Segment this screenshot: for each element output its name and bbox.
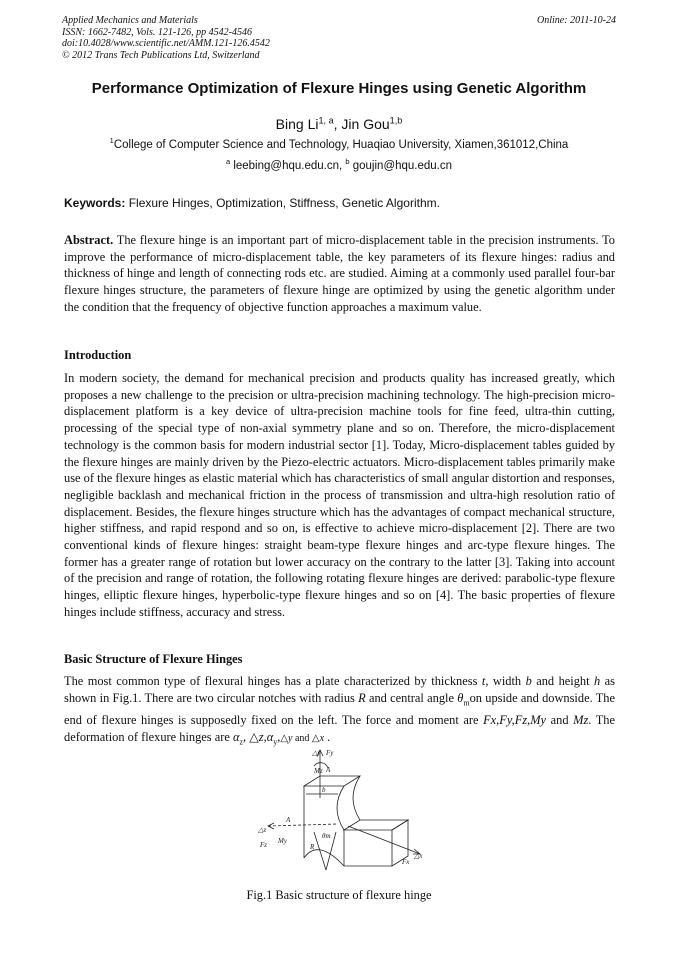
affiliation bbox=[40, 136, 638, 151]
basic-structure-text bbox=[64, 673, 615, 751]
introduction-heading: Introduction bbox=[64, 348, 132, 362]
text-run: and bbox=[546, 712, 574, 727]
online-date: Online: 2011-10-24 bbox=[537, 15, 616, 26]
text-run: as shown in Fig.1. There are two circular notches with radius bbox=[64, 674, 615, 705]
author-2-sup: 1,b bbox=[389, 115, 403, 126]
affiliation-text: College of Computer Science and Technology, Huaqiao University, Xiamen,361012,China bbox=[113, 139, 569, 151]
email-a-sup: a bbox=[225, 157, 231, 167]
var-alpha-z: α bbox=[232, 729, 240, 744]
author-2: Jin Gou bbox=[341, 116, 390, 132]
paper-title: Performance Optimization of Flexure Hinges using Genetic Algorithm bbox=[91, 80, 587, 97]
author-1: Bing Li bbox=[275, 116, 319, 132]
fig-label-dx: △x bbox=[414, 852, 423, 860]
text-run: , bbox=[277, 729, 281, 744]
text-run: and height bbox=[531, 674, 595, 688]
fig-label-b: b bbox=[322, 786, 326, 794]
journal-name: Applied Mechanics and Materials bbox=[62, 15, 198, 26]
email-b[interactable]: goujin@hqu.edu.cn bbox=[352, 160, 453, 172]
fig-label-dy: △y bbox=[312, 749, 321, 757]
fig-label-a-top: A bbox=[326, 766, 331, 774]
journal-header bbox=[62, 15, 270, 61]
var-theta-sub: m bbox=[463, 698, 470, 708]
author-separator: , bbox=[333, 116, 342, 132]
text-run: . The deformation of flexure hinges are bbox=[64, 712, 615, 744]
copyright-line: © 2012 Trans Tech Publications Ltd, Switzerland bbox=[62, 49, 260, 61]
text-run: and central angle bbox=[365, 690, 458, 705]
block-top-face bbox=[304, 776, 360, 786]
doi-line: doi:10.4028/www.scientific.net/AMM.121-126.4542 bbox=[62, 38, 270, 49]
var-dz: △z bbox=[249, 729, 264, 744]
var-alpha-y-sub: y bbox=[273, 737, 278, 747]
var-dx: △x bbox=[311, 732, 325, 744]
fig-label-fz: Fz bbox=[260, 841, 267, 849]
var-theta: θ bbox=[457, 690, 464, 705]
fig-label-theta: θm bbox=[322, 832, 331, 840]
issn-line: ISSN: 1662-7482, Vols. 121-126, pp 4542-4546 bbox=[62, 26, 252, 38]
fig-label-a-mid: A bbox=[286, 816, 291, 824]
text-run: , bbox=[263, 729, 267, 744]
z-axis-line bbox=[268, 824, 338, 826]
introduction-text: In modern society, the demand for mechanical precision and products quality has increased greatly, which proposes a new challenge to the precision or ultra-precision machining technology. The high-precision micro-displacement platform is a key device of ultra-precision machine tools for fine feed, ultra-thin cutting, processing of the special type of non-axial symmetry plane and so on. Therefore, the micro-displacement technology is the common basis for modern industrial sector [1]. Today, Micro-displacement tables guided by the flexure hinges are mainly driven by the Piezo-electric actuators. Micro-displacement tables primarily make use of the flexure hinges as elastic material which has characteristics of small angular distortion and responses, negligible backlash and mechanical friction in the process of transmission and ultra-high resolution ratio of displacement. Besides, the flexure hinges structure which has the advantages of compact mechanical structure, higher stiffness, and rapid respond and so on, is effective to achieve micro-displacement [2]. There are two conventional kinds of flexure hinges: straight beam-type flexure hinges and arc-type flexure hinges. The former has a greater range of rotation but lower accuracy on the contrary to the latter [3]. Taking into account of the precision and range of rotation, the following rotating flexure hinges are derived: parabolic-type flexure hinges, elliptic flexure hinges, hyperbolic-type flexure hinges and so on [4]. The basic properties of flexure hinges include stiffness, accuracy and stress. bbox=[64, 371, 615, 619]
var-h: h bbox=[594, 674, 601, 688]
affiliation-sup: 1 bbox=[109, 136, 114, 146]
figure-caption: Fig.1 Basic structure of flexure hinge bbox=[246, 888, 432, 902]
email-b-sup: b bbox=[345, 157, 350, 167]
emails bbox=[40, 157, 638, 172]
keywords-text: Flexure Hinges, Optimization, Stiffness, Genetic Algorithm. bbox=[128, 196, 440, 210]
text-run: . bbox=[324, 729, 331, 744]
abstract bbox=[64, 232, 615, 316]
fig-label-fx: Fx bbox=[402, 858, 410, 866]
var-dy: △y bbox=[280, 732, 293, 744]
abstract-text: The flexure hinge is an important part of micro-displacement table in the precision instruments. To improve the performance of micro-displacement table, the key parameters of its flexure hinges: radius and thickness of hinge and length of connecting rods etc. are studied. Aiming at a commonly used parallel four-bar flexure hinges structure, the parameters of flexure hinge are optimized by using the genetic algorithm under the condition that the frequency of objective function approaches a maximum value. bbox=[64, 233, 616, 314]
var-t: t bbox=[481, 674, 486, 688]
author-1-sup: 1, a bbox=[318, 115, 334, 126]
fig-label-fy: Fy bbox=[326, 749, 334, 757]
text-run: The most common type of flexural hinges has a plate characterized by thickness bbox=[64, 674, 482, 688]
fig-label-dz: △z bbox=[258, 826, 267, 834]
email-a[interactable]: leebing@hqu.edu.cn, bbox=[233, 160, 346, 172]
var-forces: Fx,Fy,Fz,My bbox=[483, 712, 547, 727]
back-notch-curve bbox=[353, 776, 360, 820]
basic-structure-heading: Basic Structure of Flexure Hinges bbox=[64, 652, 243, 666]
fig-label-my: My bbox=[278, 837, 287, 845]
var-alpha-y: α bbox=[266, 729, 274, 744]
var-alpha-z-sub: z bbox=[239, 737, 244, 747]
author-line bbox=[40, 116, 638, 132]
keywords-label: Keywords: bbox=[64, 196, 126, 210]
var-b: b bbox=[525, 674, 532, 688]
text-run: , width bbox=[485, 674, 526, 688]
front-notch-curve bbox=[337, 786, 344, 830]
var-mz: Mz bbox=[573, 712, 589, 727]
flexure-hinge-figure bbox=[248, 746, 438, 876]
keywords bbox=[64, 196, 440, 210]
var-R: R bbox=[358, 690, 366, 705]
fig-label-r: R bbox=[310, 843, 315, 851]
abstract-label: Abstract. bbox=[64, 233, 114, 247]
text-run: , bbox=[243, 729, 250, 744]
text-run: and bbox=[292, 732, 312, 744]
text-run: on upside and downside. The end of flexure hinges is supposedly fixed on the left. The force and moment are bbox=[64, 690, 615, 727]
fig-label-mz: Mz bbox=[314, 767, 323, 775]
